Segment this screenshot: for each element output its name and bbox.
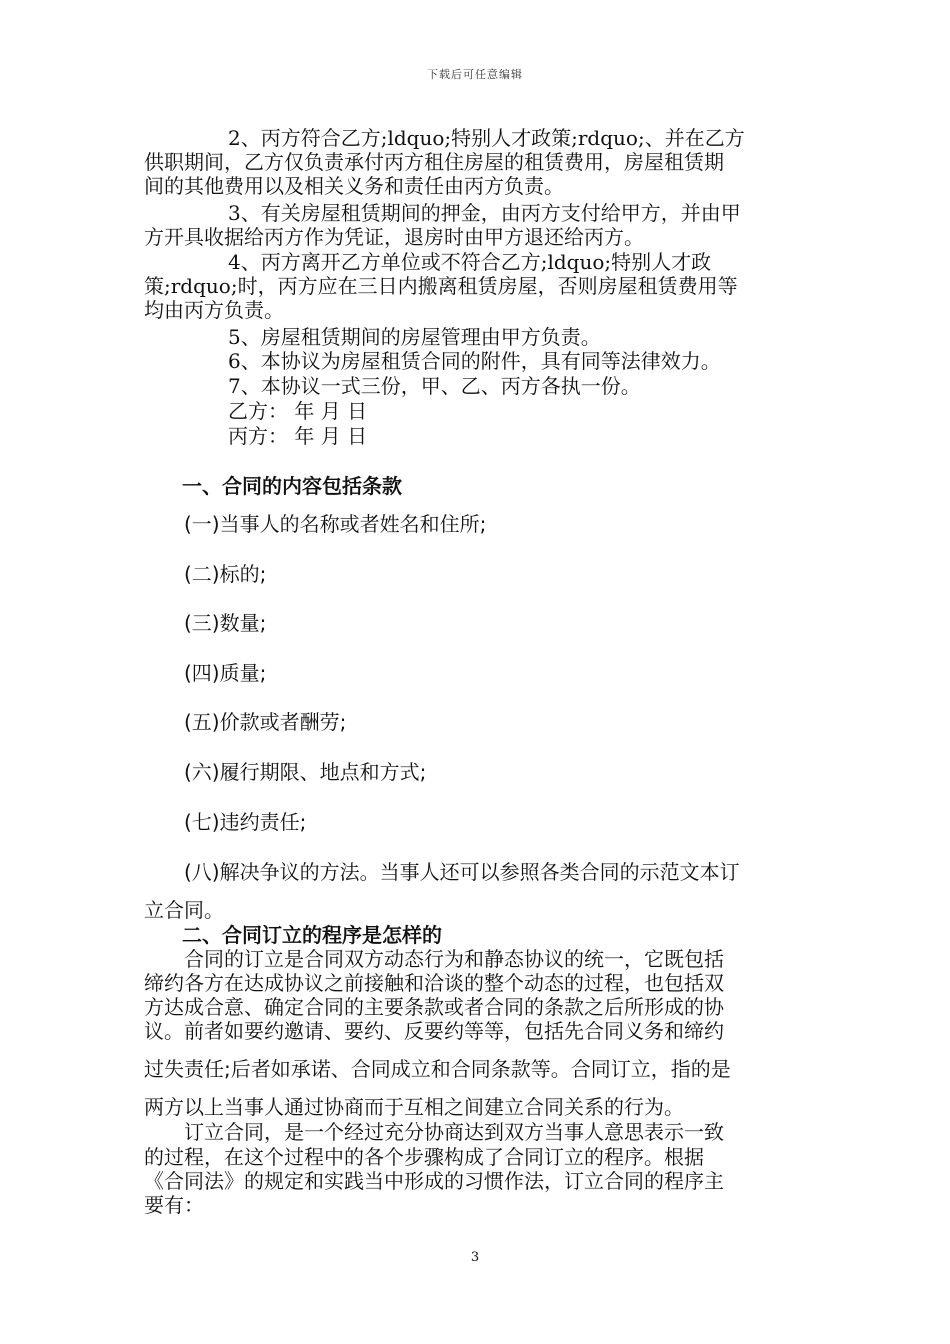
section-2-para-1-line-3: 方达成合意、确定合同的主要条款或者合同的条款之后所形成的协 xyxy=(144,995,724,1019)
section-2-para-1-line-5: 过失责任;后者如承诺、合同成立和合同条款等。合同订立，指的是 xyxy=(144,1057,731,1081)
term-6: (六)履行期限、地点和方式; xyxy=(184,760,427,784)
clause-3-line-2: 方开具收据给丙方作为凭证，退房时由甲方退还给丙方。 xyxy=(144,225,644,249)
clause-4-line-1: 4、丙方离开乙方单位或不符合乙方;ldquo;特别人才政 xyxy=(228,250,712,274)
section-2-para-1-line-1: 合同的订立是合同双方动态行为和静态协议的统一，它既包括 xyxy=(184,947,724,971)
section-2-para-2-line-2: 的过程，在这个过程中的各个步骤构成了合同订立的程序。根据 xyxy=(144,1145,704,1169)
clause-6: 6、本协议为房屋租赁合同的附件，具有同等法律效力。 xyxy=(228,349,721,373)
term-4: (四)质量; xyxy=(184,661,267,685)
clause-2-line-2: 供职期间，乙方仅负责承付丙方租住房屋的租赁费用，房屋租赁期 xyxy=(144,150,724,174)
term-8-line-1: (八)解决争议的方法。当事人还可以参照各类合同的示范文本订 xyxy=(184,860,740,884)
section-2-heading: 二、合同订立的程序是怎样的 xyxy=(182,923,442,947)
clause-4-line-3: 均由丙方负责。 xyxy=(144,298,284,322)
term-8-line-2: 立合同。 xyxy=(144,898,224,922)
section-2-para-2-line-3: 《合同法》的规定和实践当中形成的习惯作法，订立合同的程序主 xyxy=(144,1169,724,1193)
term-2: (二)标的; xyxy=(184,562,267,586)
page-header: 下载后可任意编辑 xyxy=(427,68,523,81)
clause-3-line-1: 3、有关房屋租赁期间的押金，由丙方支付给甲方，并由甲 xyxy=(228,201,741,225)
section-2-para-2-line-1: 订立合同，是一个经过充分协商达到双方当事人意思表示一致 xyxy=(184,1120,724,1144)
clause-2-line-3: 间的其他费用以及相关义务和责任由丙方负责。 xyxy=(144,174,564,198)
party-b-signature-line: 乙方： 年 月 日 xyxy=(228,399,368,423)
term-5: (五)价款或者酬劳; xyxy=(184,710,347,734)
term-7: (七)违约责任; xyxy=(184,810,307,834)
clause-5: 5、房屋租赁期间的房屋管理由甲方负责。 xyxy=(228,325,601,349)
page-number: 3 xyxy=(470,1250,480,1265)
section-2-para-1-line-6: 两方以上当事人通过协商而于互相之间建立合同关系的行为。 xyxy=(144,1095,684,1119)
section-2-para-1-line-4: 议。前者如要约邀请、要约、反要约等等，包括先合同义务和缔约 xyxy=(144,1019,724,1043)
clause-2-line-1: 2、丙方符合乙方;ldquo;特别人才政策;rdquo;、并在乙方 xyxy=(228,126,745,150)
term-3: (三)数量; xyxy=(184,611,267,635)
clause-7: 7、本协议一式三份，甲、乙、丙方各执一份。 xyxy=(228,374,641,398)
clause-4-line-2: 策;rdquo;时，丙方应在三日内搬离租赁房屋，否则房屋租赁费用等 xyxy=(144,274,738,298)
section-2-para-2-line-4: 要有： xyxy=(144,1193,204,1217)
section-1-heading: 一、合同的内容包括条款 xyxy=(182,474,402,498)
term-1: (一)当事人的名称或者姓名和住所; xyxy=(184,512,487,536)
party-c-signature-line: 丙方： 年 月 日 xyxy=(228,424,368,448)
section-2-para-1-line-2: 缔约各方在达成协议之前接触和洽谈的整个动态的过程，也包括双 xyxy=(144,971,724,995)
